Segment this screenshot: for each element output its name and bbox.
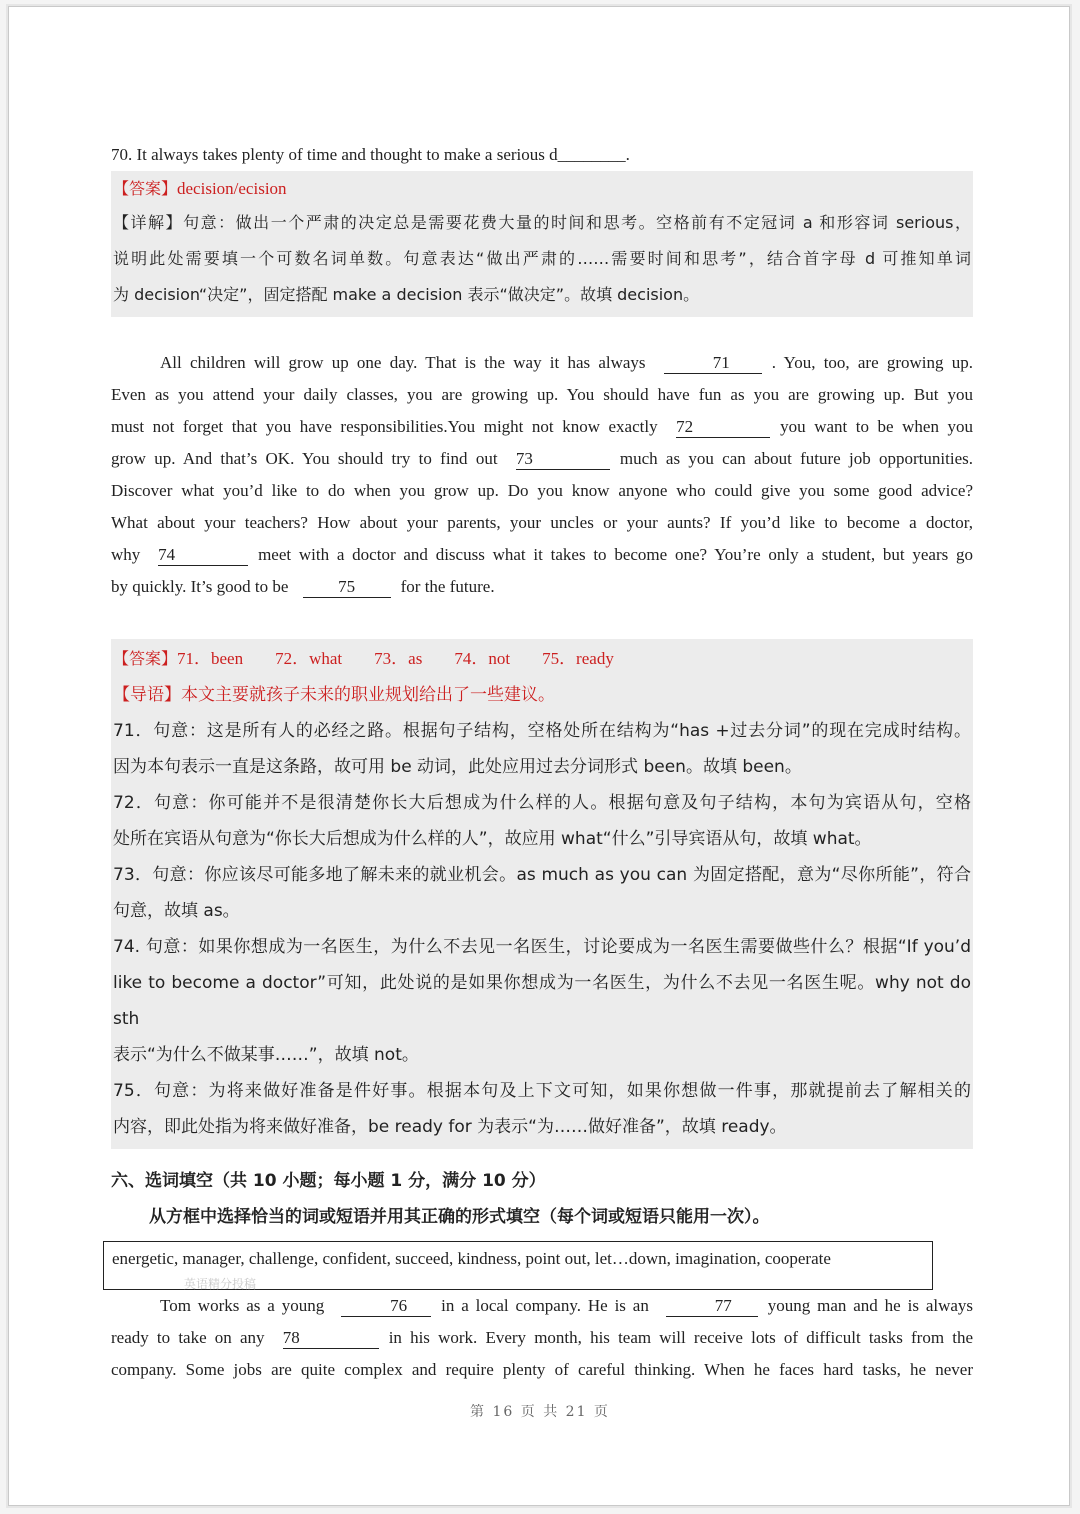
blank-76[interactable]: 76 (341, 1296, 431, 1317)
passage-text: in his work. Every month, his team will receive lots of difficult tasks from the (388, 1328, 973, 1347)
passage-text: . You, too, are growing up. (771, 353, 974, 372)
passage-text: for the future. (400, 577, 495, 596)
explanation-line: 表示“为什么不做某事……”，故填 not。 (113, 1045, 419, 1065)
passage-text: Tom works as a young (160, 1296, 325, 1315)
detail-line: 为 decision“决定”，固定搭配 make a decision 表示“做决定”。故填 decision。 (113, 285, 700, 304)
passage-line (111, 347, 973, 379)
explanation-line: 75．句意：为将来做好准备是件好事。根据本句及上下文可知，如果你想做一件事，那就提前去了解相关的 (113, 1081, 971, 1101)
blank-77[interactable]: 77 (666, 1296, 758, 1317)
passage-text: company. Some jobs are quite complex and require plenty of careful thinking. When he faces hard tasks, he never (111, 1360, 973, 1379)
blank-71[interactable]: 71 (664, 353, 762, 374)
passage-text: Discover what you’d like to do when you grow up. Do you know anyone who could give you some good advice? (111, 481, 973, 500)
passage-text: much as you can about future job opportunities. (619, 449, 973, 468)
passage-text: Even as you attend your daily classes, you are growing up. You should have fun as you are growing up. But you (111, 385, 973, 404)
passage-text: why (111, 545, 141, 564)
blank-72[interactable]: 72 (676, 417, 770, 438)
guide: 【导语】本文主要就孩子未来的职业规划给出了一些建议。 (113, 685, 555, 705)
explanation-line: 71．句意：这是所有人的必经之路。根据句子结构，空格处所在结构为“has +过去分词”的现在完成时结构。 (113, 721, 971, 741)
question-70: 70. It always takes plenty of time and thought to make a serious d________. (111, 145, 630, 164)
passage-line (111, 571, 973, 603)
passage-line (111, 1322, 973, 1354)
section-instruction: 从方框中选择恰当的词或短语并用其正确的形式填空（每个词或短语只能用一次）。 (149, 1207, 770, 1227)
explanation-line: 72．句意：你可能并不是很清楚你长大后想成为什么样的人。根据句意及句子结构，本句为宾语从句，空格 (113, 793, 971, 813)
detail-line: 说明此处需要填一个可数名词单数。句意表达“做出严肃的……需要时间和思考”，结合首字母 d 可推知单词 (113, 249, 971, 268)
blank-75[interactable]: 75 (303, 577, 391, 598)
detail-line: 【详解】句意：做出一个严肃的决定总是需要花费大量的时间和思考。空格前有不定冠词 a 和形容词 serious， (113, 213, 971, 232)
passage-text: must not forget that you have responsibilities.You might not know exactly (111, 417, 658, 436)
section-title: 六、选词填空（共 10 小题；每小题 1 分，满分 10 分） (111, 1171, 546, 1191)
passage-line (111, 507, 973, 539)
passage-line (111, 1354, 973, 1386)
q70-detail (113, 205, 971, 313)
explanation-line: 内容，即此处指为将来做好准备，be ready for 为表示“为……做好准备”，故填 ready。 (113, 1117, 787, 1137)
explanation-line: 句意，故填 as。 (113, 901, 240, 921)
explanation-line: like to become a doctor”可知，此处说的是如果你想成为一名医生，为什么不去见一名医生呢。why not do sth (113, 973, 971, 1029)
explanation-line: 73．句意：你应该尽可能多地了解未来的就业机会。as much as you can 为固定搭配，意为“尽你所能”，符合 (113, 865, 971, 885)
passage-line (111, 379, 973, 411)
answer-label: 【答案】 (113, 179, 178, 198)
passage-text: All children will grow up one day. That is the way it has always (160, 353, 646, 372)
answer-item: 73．as (374, 649, 423, 668)
page-footer: 第 16 页 共 21 页 (470, 1404, 610, 1420)
blank-78[interactable]: 78 (283, 1328, 379, 1349)
passage-text: meet with a doctor and discuss what it takes to become one? You’re only a student, but years go (258, 545, 973, 564)
answer-item: 71．been (177, 649, 244, 668)
answer-item: 74．not (454, 649, 511, 668)
section6-passage (111, 1290, 973, 1386)
explanations (113, 713, 971, 1145)
word-box (103, 1241, 933, 1290)
passage-text: in a local company. He is an (441, 1296, 649, 1315)
explanation-line: 处所在宾语从句意为“你长大后想成为什么样的人”，故应用 what“什么”引导宾语从句，故填 what。 (113, 829, 872, 849)
word-list: energetic, manager, challenge, confident, succeed, kindness, point out, let…down, imagination, cooperate (112, 1249, 831, 1268)
answer-item: 72．what (275, 649, 343, 668)
blank-73[interactable]: 73 (516, 449, 610, 470)
passage-line (111, 443, 973, 475)
answer-value: decision/ecision (177, 179, 287, 198)
q70-answer (113, 173, 971, 205)
passage-text: ready to take on any (111, 1328, 265, 1347)
explanation-line: 因为本句表示一直是这条路，故可用 be 动词，此处应用过去分词形式 been。故填 been。 (113, 757, 802, 777)
document-page (8, 6, 1070, 1506)
passage-text: grow up. And that’s OK. You should try to find out (111, 449, 498, 468)
page-content (111, 139, 973, 1386)
passage-line (111, 539, 973, 571)
passage-line (111, 475, 973, 507)
passage-text: by quickly. It’s good to be (111, 577, 289, 596)
cloze-passage (111, 347, 973, 603)
passage-text: young man and he is always (767, 1296, 974, 1315)
explanation-line: 74. 句意：如果你想成为一名医生，为什么不去见一名医生，讨论要成为一名医生需要做些什么？根据“If you’d (113, 937, 971, 957)
q70-answer-box (111, 171, 973, 317)
passage-line (111, 411, 973, 443)
passage-text: you want to be when you (780, 417, 974, 436)
answer-item: 75．ready (542, 649, 614, 668)
cloze-answers (113, 641, 971, 677)
watermark: 英语精分投稿 (184, 1277, 257, 1291)
blank-74[interactable]: 74 (158, 545, 248, 566)
answer-label: 【答案】 (113, 649, 178, 668)
cloze-answer-box (111, 639, 973, 1149)
passage-text: What about your teachers? How about your parents, your uncles or your aunts? If you’d like to become a doctor, (111, 513, 973, 532)
